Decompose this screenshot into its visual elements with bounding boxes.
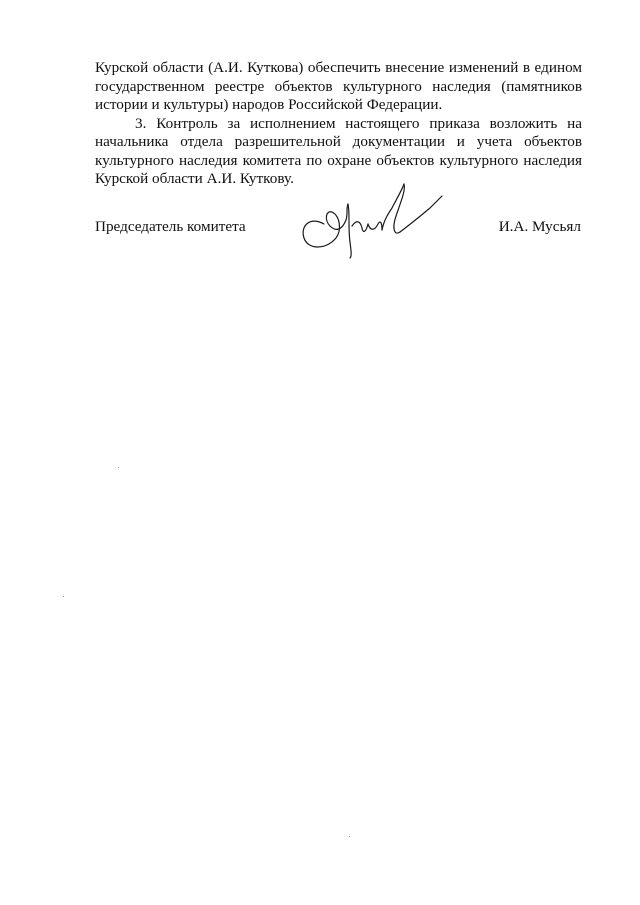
scan-speck (63, 596, 64, 597)
signatory-title: Председатель комитета (95, 218, 246, 235)
signatory-name: И.А. Мусьял (498, 218, 581, 235)
paragraph-continuation: Курской области (А.И. Куткова) обеспечить внесение изменений в едином государственном реестре объектов культурного наследия (памятников истории и культуры) народов Российской Федерации. (95, 59, 582, 113)
handwritten-signature (296, 180, 446, 260)
scan-speck (118, 467, 119, 468)
paragraph-item-3: 3. Контроль за исполнением настоящего приказа возложить на начальника отдела разрешительной документации и учета объектов культурного наследия комитета по охране объектов культурного наследия Курской области А.И. Куткову. (95, 114, 582, 187)
body-text (95, 59, 582, 189)
scan-speck (349, 836, 350, 837)
